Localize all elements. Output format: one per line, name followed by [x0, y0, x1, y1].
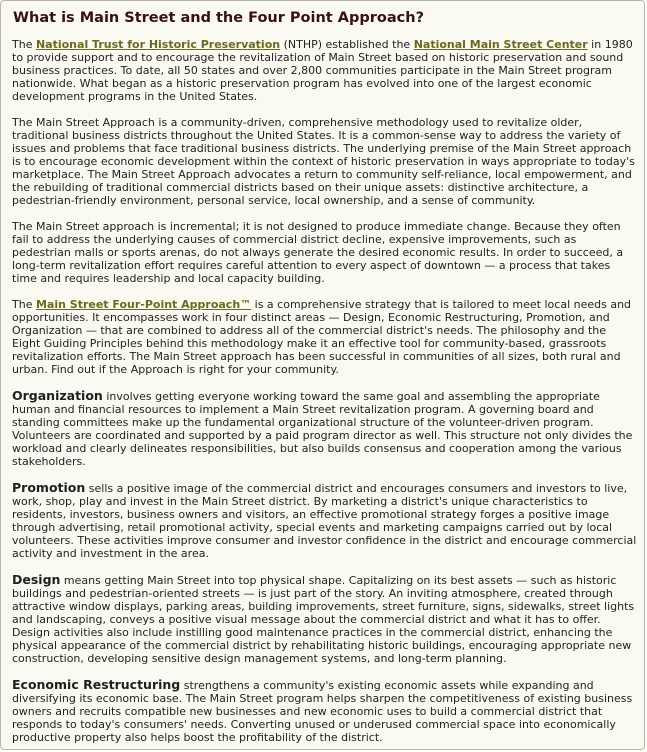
four-point-approach-link[interactable]: Main Street Four-Point Approach™	[35, 298, 252, 311]
article-body	[12, 38, 637, 750]
intro-paragraph: The National Trust for Historic Preservation (NTHP) established the National Main Street Center in 1980 to provide support and to encourage the revitalization of Main Street based on historic preservation and sound business practices. To date, all 50 states and over 2,800 communities participate in the Main Street program nationwide. What began as a historic preservation program has evolved into one of the largest economic development programs in the United States.	[12, 38, 633, 103]
incremental-paragraph: The Main Street approach is incremental; it is not designed to produce immediate change. Because they often fail to address the underlying causes of commercial district decline, expensive improvements, such as pedestrian malls or sports arenas, do not always generate the desired economic results. In order to succeed, a long-term revitalization effort requires careful attention to every aspect of downtown — a process that takes time and requires leadership and local capacity building.	[12, 220, 624, 285]
promotion-paragraph: Promotion sells a positive image of the commercial district and encourages consumers and investors to live, work, shop, play and invest in the Main Street district. By marketing a district's unique characteristics to residents, investors, business owners and visitors, an effective promotional strategy forges a positive image through advertising, retail promotional activity, special events and marketing campaigns carried out by local volunteers. These activities improve consumer and investor confidence in the district and encourage commercial activity and investment in the area.	[12, 480, 637, 560]
promotion-heading: Promotion	[12, 480, 86, 495]
nthp-link[interactable]: National Trust for Historic Preservation	[35, 38, 281, 51]
organization-heading: Organization	[12, 388, 103, 403]
economic-restructuring-heading: Economic Restructuring	[12, 677, 181, 692]
organization-paragraph: Organization involves getting everyone working toward the same goal and assembling the appropriate human and financial resources to implement a Main Street revitalization program. A governing board and standing committees make up the fundamental organizational structure of the volunteer-driven program. Volunteers are coordinated and supported by a paid program director as well. This structure not only divides the workload and clearly delineates responsibilities, but also builds consensus and cooperation among the various stakeholders.	[12, 388, 633, 468]
main-street-center-link[interactable]: National Main Street Center	[413, 38, 588, 51]
design-paragraph: Design means getting Main Street into top physical shape. Capitalizing on its best assets — such as historic buildings and pedestrian-oriented streets — is just part of the story. An inviting atmosphere, created through attractive window displays, parking areas, building improvements, street furniture, signs, sidewalks, street lights and landscaping, conveys a positive visual message about the commercial district and what it has to offer. Design activities also include instilling good maintenance practices in the commercial district, enhancing the physical appearance of the commercial district by rehabilitating historic buildings, encouraging appropriate new construction, developing sensitive design management systems, and long-term planning.	[12, 572, 635, 665]
design-heading: Design	[12, 572, 61, 587]
four-point-paragraph: The Main Street Four-Point Approach™ is a comprehensive strategy that is tailored to meet local needs and opportunities. It encompasses work in four distinct areas — Design, Economic Restructuring, Promotion, and Organization — that are combined to address all of the commercial district's needs. The philosophy and the Eight Guiding Principles behind this methodology make it an effective tool for community-based, grassroots revitalization efforts. The Main Street approach has been successful in communities of all sizes, both rural and urban. Find out if the Approach is right for your community.	[12, 298, 632, 376]
economic-restructuring-paragraph: Economic Restructuring strengthens a community's existing economic assets while expanding and diversifying its economic base. The Main Street program helps sharpen the competitiveness of existing business owners and recruits compatible new businesses and new economic uses to build a commercial district that responds to today's consumers' needs. Converting unused or underused commercial space into economically productive property also helps boost the profitability of the district.	[12, 677, 633, 744]
page-title: What is Main Street and the Four Point Approach?	[13, 10, 424, 26]
approach-paragraph: The Main Street Approach is a community-driven, comprehensive methodology used to revitalize older, traditional business districts throughout the United States. It is a common-sense way to address the variety of issues and problems that face traditional business districts. The underlying premise of the Main Street approach is to encourage economic development within the context of historic preservation in ways appropriate to today's marketplace. The Main Street Approach advocates a return to community self-reliance, local empowerment, and the rebuilding of traditional commercial districts based on their unique assets: distinctive architecture, a pedestrian-friendly environment, personal service, local ownership, and a sense of community.	[12, 116, 635, 207]
